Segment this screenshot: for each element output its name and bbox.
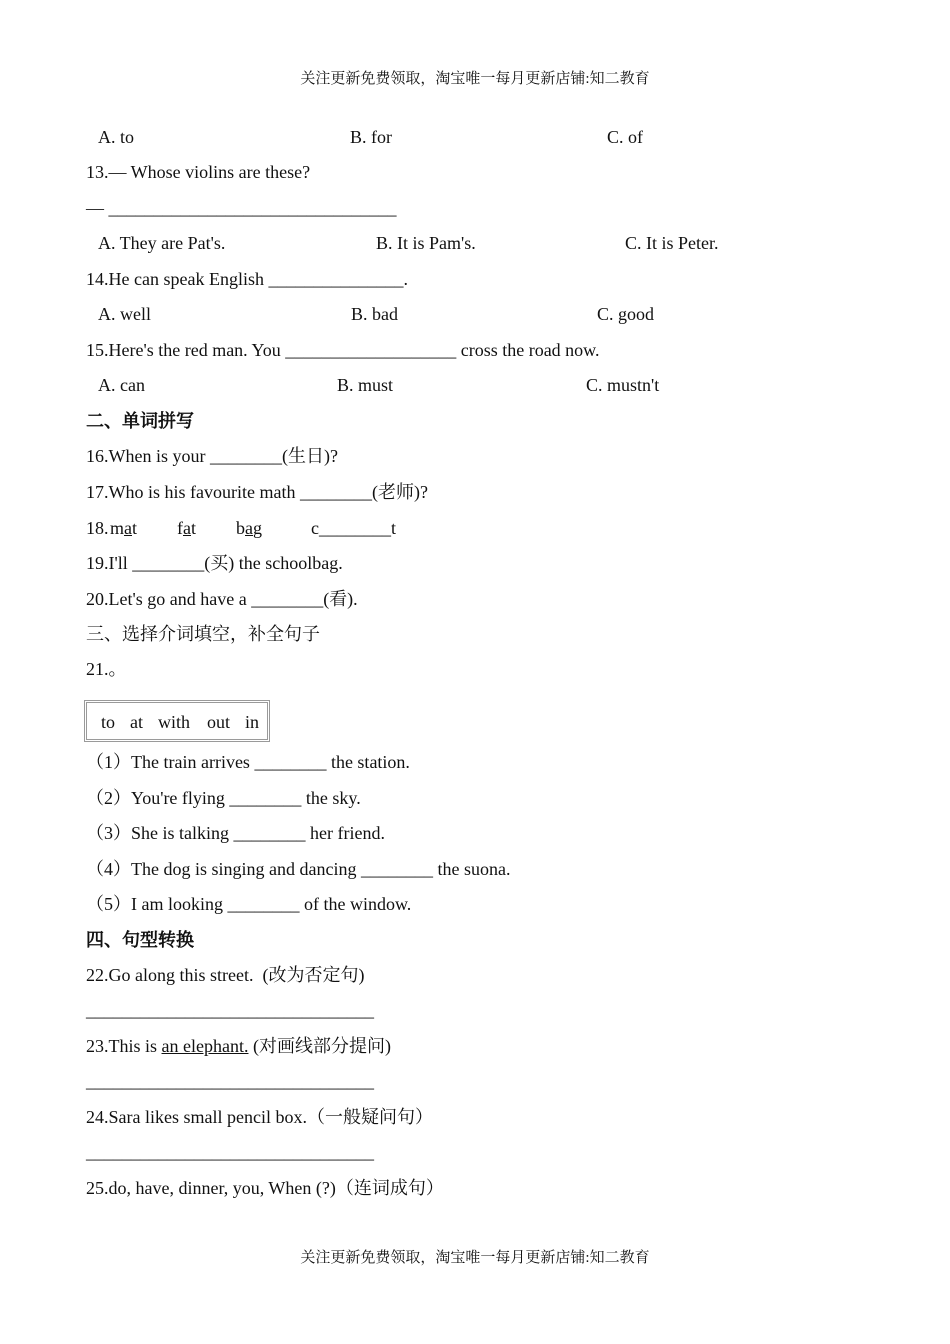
q17: 17.Who is his favourite math ________(老师)? <box>86 482 428 502</box>
q21-item-4: （4）The dog is singing and dancing ________ the suona. <box>86 859 511 879</box>
q21-item-5: （5）I am looking ________ of the window. <box>86 894 412 914</box>
section-2-title: 二、单词拼写 <box>86 411 194 431</box>
q21-label: 21.。 <box>86 659 127 679</box>
section-4-title: 四、句型转换 <box>86 930 194 950</box>
q13-option-b: B. It is Pam's. <box>376 233 476 253</box>
q18-word-bag: bag <box>236 518 262 538</box>
q23-underlined-phrase: an elephant. <box>161 1036 249 1056</box>
q23: 23.This is an elephant. (对画线部分提问) <box>86 1036 391 1056</box>
q21-item-3: （3）She is talking ________ her friend. <box>86 823 385 843</box>
q21-item-1: （1）The train arrives ________ the station. <box>86 752 410 772</box>
q16: 16.When is your ________(生日)? <box>86 446 338 466</box>
q13-answer-line: — ________________________________ <box>86 198 397 218</box>
q22-answer-line: ________________________________ <box>86 1000 374 1020</box>
q24-answer-line: ________________________________ <box>86 1142 374 1162</box>
word-bank-word: at <box>130 712 143 732</box>
q14-question: 14.He can speak English _______________. <box>86 269 408 289</box>
q13-option-c: C. It is Peter. <box>625 233 719 253</box>
q14-option-a: A. well <box>98 304 151 324</box>
page-footer: 关注更新免费领取，淘宝唯一每月更新店铺:知二教育 <box>300 1250 650 1266</box>
q18-word-blank: c________t <box>311 518 396 538</box>
q20: 20.Let's go and have a ________(看). <box>86 589 358 609</box>
q12-option-a: A. to <box>98 127 134 147</box>
word-bank-word: out <box>207 712 231 732</box>
q12-option-c: C. of <box>607 127 643 147</box>
q23-answer-line: ________________________________ <box>86 1071 374 1091</box>
q18-prefix: 18. <box>86 518 109 538</box>
word-bank-word: to <box>101 712 116 732</box>
q15-question: 15.Here's the red man. You ___________________ cross the road now. <box>86 340 600 360</box>
q15-option-c: C. mustn't <box>586 375 660 395</box>
q15-option-b: B. must <box>337 375 394 395</box>
word-bank-word: in <box>245 712 260 732</box>
q18-word-mat: mat <box>110 518 138 538</box>
page-header: 关注更新免费领取，淘宝唯一每月更新店铺:知二教育 <box>300 71 650 87</box>
word-bank-box <box>84 700 270 742</box>
q18-word-fat: fat <box>177 518 197 538</box>
q12-option-b: B. for <box>350 127 392 147</box>
q22: 22.Go along this street. (改为否定句) <box>86 965 365 985</box>
q25: 25.do, have, dinner, you, When (?)（连词成句） <box>86 1178 444 1198</box>
word-bank-word: with <box>158 712 191 732</box>
q13-question: 13.— Whose violins are these? <box>86 162 311 182</box>
q24: 24.Sara likes small pencil box.（一般疑问句） <box>86 1107 433 1127</box>
q21-item-2: （2）You're flying ________ the sky. <box>86 788 361 808</box>
q14-option-b: B. bad <box>351 304 398 324</box>
q13-option-a: A. They are Pat's. <box>98 233 226 253</box>
section-3-title: 三、选择介词填空，补全句子 <box>86 624 320 644</box>
q15-option-a: A. can <box>98 375 145 395</box>
q19: 19.I'll ________(买) the schoolbag. <box>86 553 343 573</box>
q14-option-c: C. good <box>597 304 655 324</box>
